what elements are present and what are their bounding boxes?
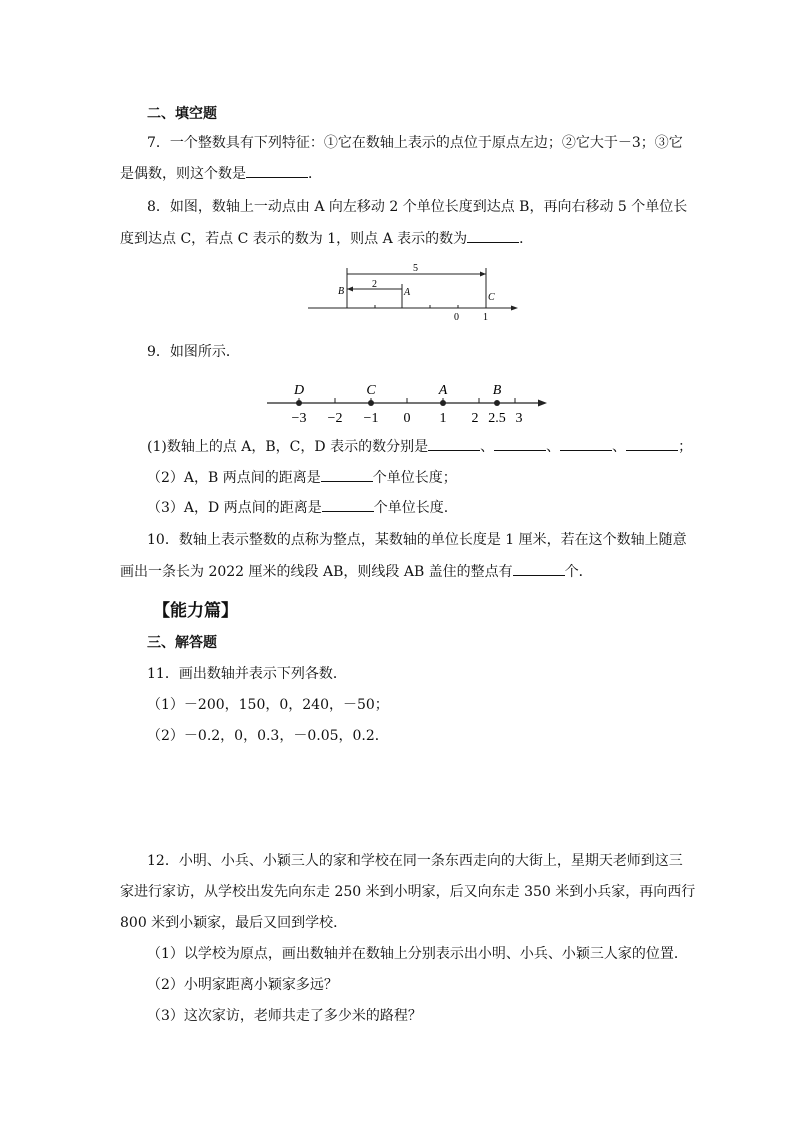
q10-line2 bbox=[120, 561, 593, 582]
q8-line2 bbox=[120, 228, 533, 249]
q9-tick-label: 3 bbox=[515, 411, 523, 426]
q9-tick-label: 0 bbox=[403, 411, 411, 426]
q11-line1: 11．画出数轴并表示下列各数． bbox=[147, 666, 347, 682]
q7-line1: 7．一个整数具有下列特征：①它在数轴上表示的点位于原点左边；②它大于－3；③它 bbox=[147, 135, 683, 151]
q12-line3: 800 米到小颖家，最后又回到学校． bbox=[120, 915, 348, 931]
q10-line2-prefix: 画出一条长为 2022 厘米的线段 AB，则线段 AB 盖住的整点有 bbox=[120, 564, 513, 580]
q7-line2 bbox=[120, 163, 322, 184]
q8-line2-prefix: 度到达点 C，若点 C 表示的数为 1，则点 A 表示的数为 bbox=[120, 231, 468, 247]
q9-point-a bbox=[440, 400, 446, 406]
q9-tick-label: −2 bbox=[327, 411, 343, 426]
q9-axis-arrow bbox=[538, 400, 547, 407]
q9-point-c bbox=[368, 400, 374, 406]
q9-point-d bbox=[296, 400, 302, 406]
q9-tick-label: 2 bbox=[471, 411, 479, 426]
q9-point-label-c: C bbox=[366, 383, 376, 398]
q8-axis-arrow bbox=[511, 306, 518, 311]
q9-sub1-prefix: (1)数轴上的点 A，B，C，D 表示的数分别是 bbox=[147, 439, 429, 455]
q8-label-c: C bbox=[488, 292, 495, 303]
q8-arrowhead-2 bbox=[347, 287, 353, 292]
q9-blank-c[interactable] bbox=[560, 436, 612, 451]
q12-sub3: （3）这次家访，老师共走了多少米的路程？ bbox=[147, 1008, 422, 1024]
q9-blank-b[interactable] bbox=[494, 436, 546, 451]
q9-tick-label: 2.5 bbox=[488, 411, 506, 426]
q9-sub2-suffix: 个单位长度； bbox=[372, 470, 457, 486]
q12-line1: 12．小明、小兵、小颖三人的家和学校在同一条东西走向的大街上，星期天老师到这三 bbox=[147, 853, 683, 869]
q9-sub2 bbox=[147, 467, 457, 488]
q8-len-bc: 5 bbox=[413, 263, 418, 274]
q9-point-label-a: A bbox=[438, 383, 448, 398]
q12-line2: 家进行家访，从学校出发先向东走 250 米到小明家，后又向东走 350 米到小兵家，再向西行 bbox=[120, 884, 696, 900]
q9-tick-label: 1 bbox=[439, 411, 447, 426]
q9-blank-d[interactable] bbox=[626, 436, 678, 451]
q9-sub1-end: ； bbox=[678, 439, 693, 455]
q8-line1: 8．如图，数轴上一动点由 A 向左移动 2 个单位长度到达点 B，再向右移动 5 个单位长 bbox=[147, 199, 688, 215]
q10-line2-suffix: 个． bbox=[564, 564, 593, 580]
q9-intro: 9．如图所示． bbox=[147, 344, 240, 360]
q9-sep: 、 bbox=[480, 439, 495, 455]
q9-blank-a[interactable] bbox=[428, 436, 480, 451]
q8-tick-label-1: 1 bbox=[483, 312, 488, 323]
q9-number-line-figure bbox=[262, 375, 552, 427]
q9-sep: 、 bbox=[546, 439, 561, 455]
q9-tick-label: −3 bbox=[291, 411, 307, 426]
q7-line2-suffix: ． bbox=[308, 166, 322, 182]
q12-sub2: （2）小明家距离小颖家多远？ bbox=[147, 977, 338, 993]
q8-label-b: B bbox=[338, 286, 345, 297]
q10-line1: 10．数轴上表示整数的点称为整点，某数轴的单位长度是 1 厘米，若在这个数轴上随意 bbox=[147, 532, 687, 548]
q9-sub3 bbox=[147, 497, 448, 518]
q9-sub3-suffix: 个单位长度. bbox=[373, 500, 449, 516]
q9-blank-ad-distance[interactable] bbox=[322, 497, 374, 512]
q10-answer-blank[interactable] bbox=[513, 561, 565, 576]
q9-sub3-prefix: （3）A，D 两点间的距离是 bbox=[147, 500, 322, 516]
q8-tick-label-0: 0 bbox=[454, 312, 459, 323]
q9-sub1 bbox=[147, 436, 692, 457]
q7-line2-prefix: 是偶数，则这个数是 bbox=[120, 166, 246, 182]
q9-sep: 、 bbox=[612, 439, 627, 455]
q12-sub1: （1）以学校为原点，画出数轴并在数轴上分别表示出小明、小兵、小颖三人家的位置． bbox=[147, 946, 688, 962]
q9-point-b bbox=[494, 400, 500, 406]
q9-point-label-b: B bbox=[492, 383, 502, 398]
section-title-fill-in: 二、填空题 bbox=[147, 106, 217, 122]
q8-line2-suffix: ． bbox=[519, 231, 534, 247]
q11-sub2: （2）－0.2，0，0.3，－0.05，0.2． bbox=[147, 728, 389, 744]
q9-sub2-prefix: （2）A，B 两点间的距离是 bbox=[147, 470, 321, 486]
q8-number-line-figure bbox=[300, 260, 525, 328]
section-title-ability: 【能力篇】 bbox=[153, 601, 238, 621]
section-title-answer: 三、解答题 bbox=[147, 635, 217, 651]
q8-arrowhead-5 bbox=[480, 272, 486, 277]
q11-sub1: （1）－200，150，0，240，－50； bbox=[147, 697, 389, 713]
q8-answer-blank[interactable] bbox=[467, 228, 519, 243]
q8-len-ba: 2 bbox=[372, 279, 377, 290]
q9-tick-label: −1 bbox=[363, 411, 379, 426]
q9-blank-ab-distance[interactable] bbox=[321, 467, 373, 482]
q7-answer-blank[interactable] bbox=[246, 163, 308, 178]
q8-label-a: A bbox=[404, 287, 411, 298]
q9-point-label-d: D bbox=[293, 383, 305, 398]
